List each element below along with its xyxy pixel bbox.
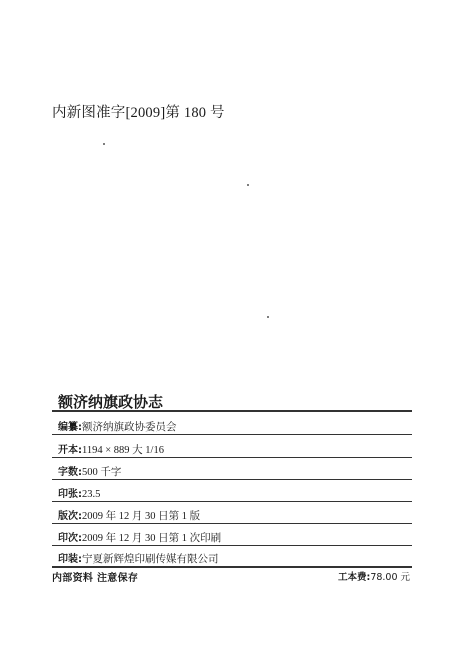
detail-divider	[52, 501, 412, 502]
detail-row-printer	[58, 550, 219, 566]
price	[338, 569, 410, 583]
internal-notice: 内部资料 注意保存	[52, 573, 139, 584]
title-rule	[52, 410, 412, 412]
detail-row-editor	[58, 418, 177, 434]
detail-row-edition	[58, 507, 200, 523]
detail-value: 2009 年 12 月 30 日第 1 次印刷	[82, 533, 222, 544]
detail-label: 字数:	[58, 467, 82, 478]
detail-value: 500 千字	[82, 467, 122, 478]
detail-value: 宁夏新辉煌印刷传媒有限公司	[82, 554, 219, 565]
detail-value: 额济纳旗政协委员会	[82, 422, 177, 433]
detail-row-printing	[58, 529, 221, 545]
bottom-rule	[52, 566, 412, 568]
detail-divider	[52, 457, 412, 458]
detail-label: 印张:	[58, 489, 82, 500]
price-value: 78.00 元	[370, 572, 411, 583]
detail-divider	[52, 479, 412, 480]
detail-row-format	[58, 441, 164, 457]
detail-row-word-count	[58, 463, 121, 479]
detail-divider	[52, 545, 412, 546]
approval-number: 内新图准字[2009]第 180 号	[52, 105, 225, 121]
scan-speck	[247, 184, 249, 186]
detail-divider	[52, 434, 412, 435]
price-label: 工本费:	[338, 572, 371, 583]
scan-speck	[267, 316, 269, 318]
detail-label: 印装:	[58, 554, 82, 565]
detail-label: 编纂:	[58, 422, 82, 433]
detail-label: 开本:	[58, 445, 82, 456]
detail-value: 23.5	[82, 489, 101, 500]
scan-speck	[103, 143, 105, 145]
detail-value: 1194 × 889 大 1/16	[82, 445, 164, 456]
detail-row-sheets	[58, 485, 100, 500]
detail-value: 2009 年 12 月 30 日第 1 版	[82, 511, 201, 522]
detail-divider	[52, 523, 412, 524]
detail-label: 版次:	[58, 511, 82, 522]
detail-label: 印次:	[58, 533, 82, 544]
book-title: 额济纳旗政协志	[58, 393, 164, 411]
